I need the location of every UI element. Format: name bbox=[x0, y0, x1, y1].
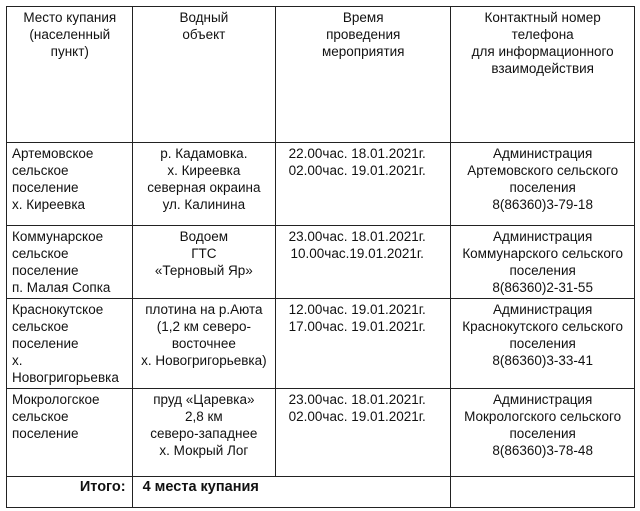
header-line: мероприятия bbox=[321, 44, 405, 59]
cell-line: северная окраина bbox=[147, 180, 261, 195]
cell-place bbox=[7, 389, 133, 477]
cell-line: Новогригорьевка bbox=[12, 370, 119, 385]
total-value: 4 места купания bbox=[132, 477, 451, 508]
table-row bbox=[7, 143, 635, 226]
cell-line: х. Новогригорьевка) bbox=[141, 353, 267, 368]
cell-line: северо-западнее bbox=[150, 426, 258, 441]
cell-contact bbox=[451, 143, 635, 226]
header-line: пункт) bbox=[50, 44, 89, 59]
bathing-places-table bbox=[6, 6, 635, 508]
cell-line: поселение bbox=[12, 180, 79, 195]
cell-line: поселения bbox=[509, 180, 576, 195]
cell-line: Артемовского сельского bbox=[467, 163, 619, 178]
cell-time bbox=[276, 226, 451, 299]
cell-line: п. Малая Сопка bbox=[12, 280, 111, 295]
cell-place bbox=[7, 143, 133, 226]
cell-line: х. Киреевка bbox=[167, 163, 241, 178]
header-object bbox=[132, 7, 276, 143]
cell-line: Артемовское bbox=[12, 146, 94, 161]
header-line: телефона bbox=[511, 27, 574, 42]
cell-line: плотина на р.Аюта bbox=[145, 302, 263, 317]
cell-time bbox=[276, 299, 451, 389]
cell-time bbox=[276, 389, 451, 477]
cell-line: Администрация bbox=[493, 302, 593, 317]
cell-line: 8(86360)3-33-41 bbox=[492, 353, 593, 368]
cell-line: 22.00час. 18.01.2021г. bbox=[288, 146, 426, 161]
cell-line: Мокрологское bbox=[12, 392, 100, 407]
cell-line: 8(86360)2-31-55 bbox=[492, 280, 593, 295]
cell-object bbox=[132, 143, 276, 226]
cell-place bbox=[7, 299, 133, 389]
cell-object bbox=[132, 226, 276, 299]
cell-line: сельское bbox=[12, 163, 69, 178]
header-time bbox=[276, 7, 451, 143]
cell-line: Водоем bbox=[179, 229, 229, 244]
cell-line: Коммунарского сельского bbox=[462, 246, 623, 261]
header-line: Место купания bbox=[23, 10, 117, 25]
cell-place bbox=[7, 226, 133, 299]
header-line: Водный bbox=[179, 10, 229, 25]
cell-line: 8(86360)3-79-18 bbox=[492, 197, 593, 212]
table-row bbox=[7, 299, 635, 389]
cell-line: р. Кадамовка. bbox=[160, 146, 248, 161]
cell-line: сельское bbox=[12, 246, 69, 261]
cell-line: Краснокутское bbox=[12, 302, 104, 317]
header-line: для информационного bbox=[471, 44, 614, 59]
total-empty-cell bbox=[451, 477, 635, 508]
cell-line: ул. Калинина bbox=[162, 197, 246, 212]
cell-line: (1,2 км северо- bbox=[156, 319, 251, 334]
cell-line: Администрация bbox=[493, 146, 593, 161]
cell-line: Администрация bbox=[493, 229, 593, 244]
cell-object bbox=[132, 389, 276, 477]
cell-line: поселения bbox=[509, 336, 576, 351]
cell-line: 23.00час. 18.01.2021г. bbox=[288, 229, 426, 244]
cell-line: 12.00час. 19.01.2021г. bbox=[288, 302, 426, 317]
cell-line: х. bbox=[12, 353, 23, 368]
cell-line: «Терновый Яр» bbox=[154, 263, 253, 278]
cell-line: 02.00час. 19.01.2021г. bbox=[288, 409, 426, 424]
cell-line: х. Киреевка bbox=[12, 197, 86, 212]
cell-line: пруд «Царевка» bbox=[153, 392, 255, 407]
table-row bbox=[7, 389, 635, 477]
cell-line: х. Мокрый Лог bbox=[159, 443, 249, 458]
cell-line: 10.00час.19.01.2021г. bbox=[290, 246, 424, 261]
cell-time bbox=[276, 143, 451, 226]
table-row bbox=[7, 226, 635, 299]
cell-line: 8(86360)3-78-48 bbox=[492, 443, 593, 458]
table-header-row bbox=[7, 7, 635, 143]
cell-line: Администрация bbox=[493, 392, 593, 407]
cell-line: Коммунарское bbox=[12, 229, 104, 244]
total-label: Итого: bbox=[7, 477, 133, 508]
cell-line: поселения bbox=[509, 263, 576, 278]
cell-line: поселение bbox=[12, 426, 79, 441]
cell-line: поселение bbox=[12, 263, 79, 278]
header-place bbox=[7, 7, 133, 143]
cell-line: 02.00час. 19.01.2021г. bbox=[288, 163, 426, 178]
header-line: проведения bbox=[326, 27, 401, 42]
header-line: объект bbox=[182, 27, 226, 42]
cell-contact bbox=[451, 226, 635, 299]
cell-line: восточнее bbox=[171, 336, 236, 351]
cell-line: сельское bbox=[12, 409, 69, 424]
cell-object bbox=[132, 299, 276, 389]
header-line: Контактный номер bbox=[484, 10, 601, 25]
header-line: Время bbox=[342, 10, 384, 25]
cell-line: поселения bbox=[509, 426, 576, 441]
cell-line: ГТС bbox=[191, 246, 217, 261]
cell-line: 17.00час. 19.01.2021г. bbox=[288, 319, 426, 334]
cell-line: 2,8 км bbox=[185, 409, 223, 424]
header-line: (населенный bbox=[29, 27, 111, 42]
cell-line: Мокрологского сельского bbox=[464, 409, 622, 424]
cell-line: сельское bbox=[12, 319, 69, 334]
cell-line: Краснокутского сельского bbox=[462, 319, 624, 334]
cell-line: поселение bbox=[12, 336, 79, 351]
cell-line: 23.00час. 18.01.2021г. bbox=[288, 392, 426, 407]
total-row bbox=[7, 477, 635, 508]
cell-contact bbox=[451, 299, 635, 389]
header-line: взаимодействия bbox=[491, 61, 594, 76]
header-contact bbox=[451, 7, 635, 143]
cell-contact bbox=[451, 389, 635, 477]
